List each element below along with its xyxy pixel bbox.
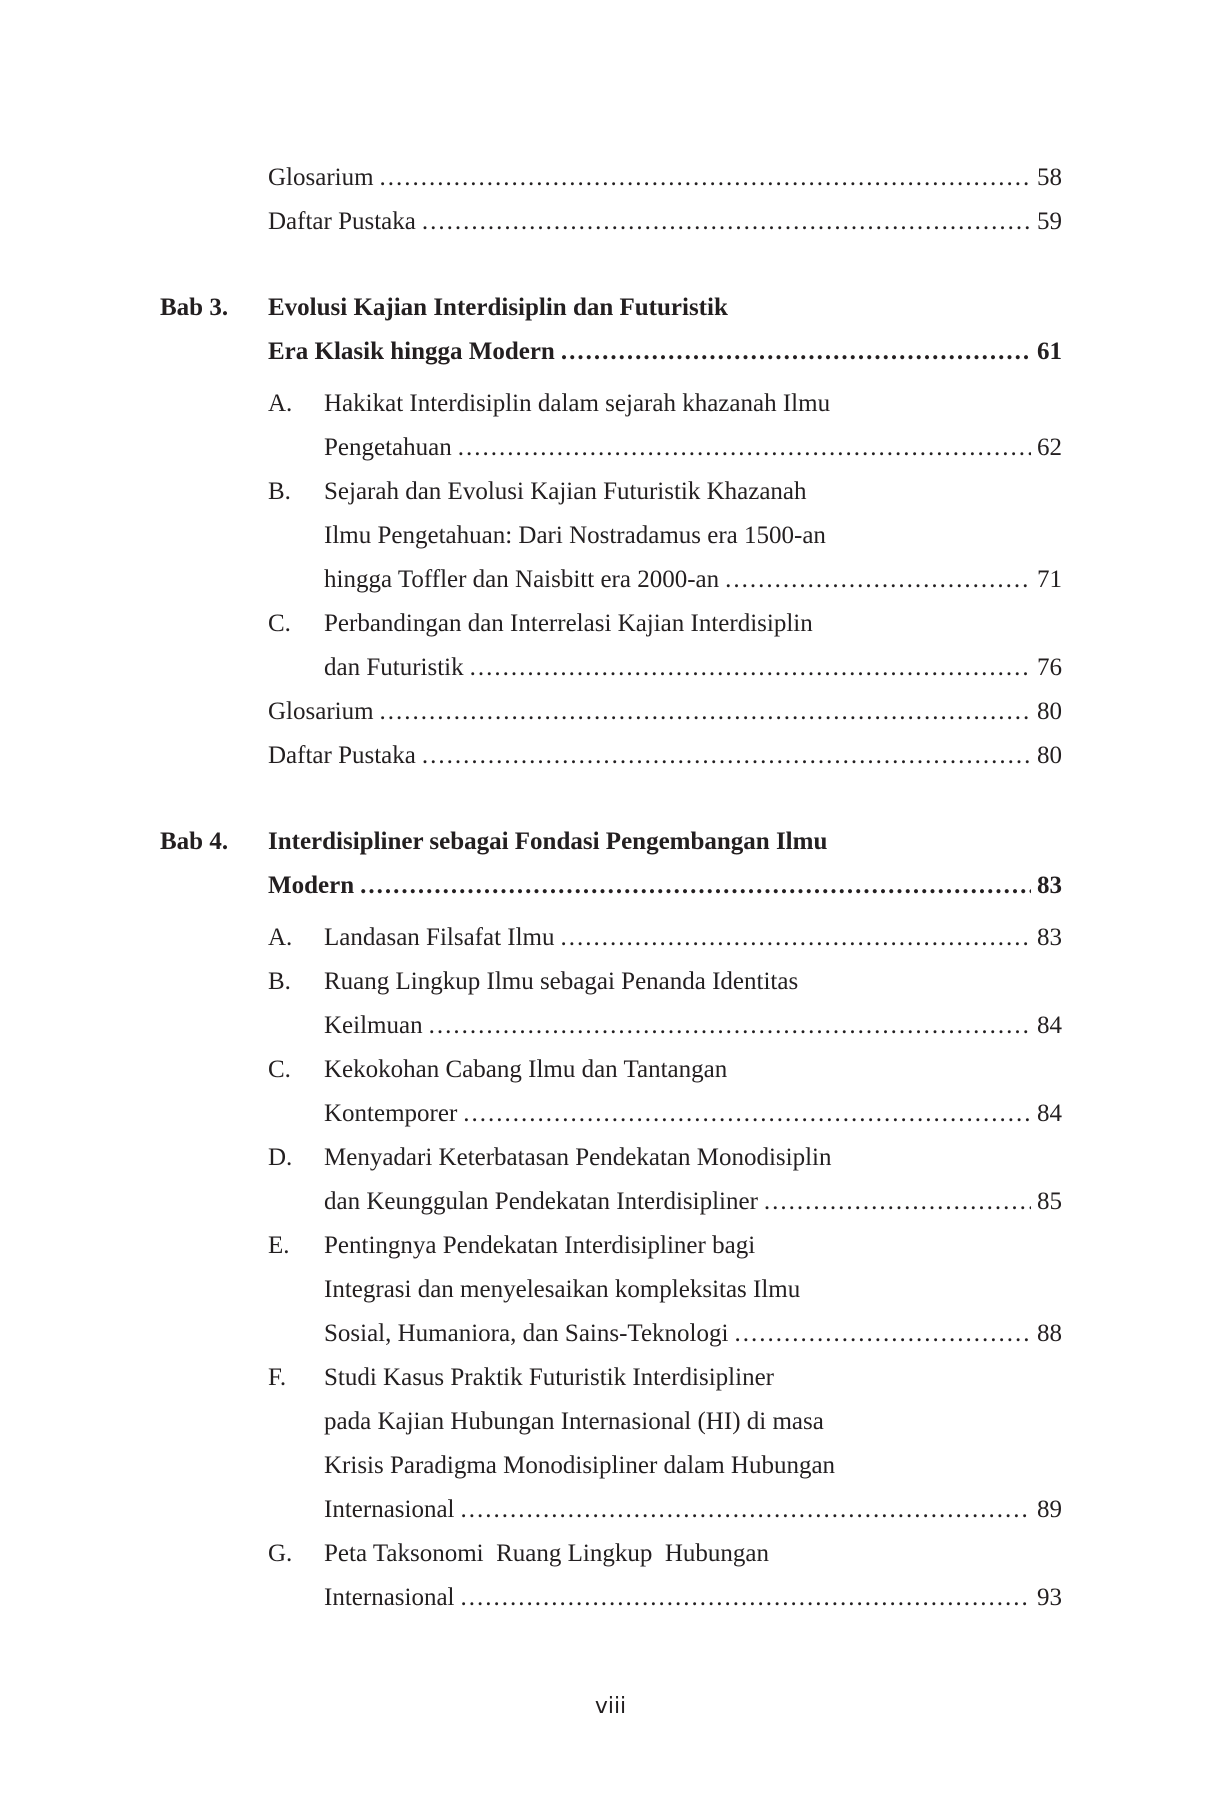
chapter-4-heading[interactable] bbox=[160, 820, 1062, 864]
toc-section-cont[interactable] bbox=[160, 426, 1062, 470]
page-number: 71 bbox=[1037, 566, 1062, 593]
section-letter: C. bbox=[268, 610, 291, 637]
section-letter: F. bbox=[268, 1364, 287, 1391]
section-title-line: Sosial, Humaniora, dan Sains-Teknologi bbox=[324, 1320, 729, 1347]
page-folio: viii bbox=[594, 1694, 627, 1719]
section-letter: A. bbox=[268, 924, 293, 951]
chapter-3-heading-cont[interactable] bbox=[160, 330, 1062, 374]
chapter-3-heading[interactable] bbox=[160, 286, 1062, 330]
dot-leader bbox=[461, 1488, 1031, 1532]
toc-section-cont[interactable] bbox=[160, 1180, 1062, 1224]
section-title-line: Ruang Lingkup Ilmu sebagai Penanda Identitas bbox=[324, 968, 799, 995]
page-number: 83 bbox=[1037, 924, 1062, 951]
dot-leader bbox=[561, 330, 1031, 374]
entry-title: Daftar Pustaka bbox=[268, 742, 416, 769]
page-number: 59 bbox=[1037, 208, 1062, 235]
dot-leader bbox=[458, 426, 1031, 470]
section-title-line: pada Kajian Hubungan Internasional (HI) di masa bbox=[324, 1408, 824, 1435]
section-title-line: Kekokohan Cabang Ilmu dan Tantangan bbox=[324, 1056, 728, 1083]
entry-title: Daftar Pustaka bbox=[268, 208, 416, 235]
toc-entry-daftar-pustaka[interactable] bbox=[160, 200, 1062, 244]
section-title-line: Ilmu Pengetahuan: Dari Nostradamus era 1500-an bbox=[324, 522, 826, 549]
page-number: 84 bbox=[1037, 1012, 1062, 1039]
dot-leader bbox=[734, 1312, 1031, 1356]
dot-leader bbox=[725, 558, 1031, 602]
toc-entry-glosarium[interactable] bbox=[160, 156, 1062, 200]
section-title-line: Pengetahuan bbox=[324, 434, 452, 461]
toc-section-cont[interactable] bbox=[160, 646, 1062, 690]
page-number: 80 bbox=[1037, 698, 1062, 725]
entry-title: Glosarium bbox=[268, 698, 374, 725]
section-letter: B. bbox=[268, 968, 291, 995]
toc-section-cont[interactable] bbox=[160, 1444, 1062, 1488]
chapter-label: Bab 4. bbox=[160, 828, 229, 855]
toc-section-cont[interactable] bbox=[160, 1092, 1062, 1136]
dot-leader bbox=[380, 690, 1031, 734]
dot-leader bbox=[461, 1576, 1031, 1620]
page-number: 89 bbox=[1037, 1496, 1062, 1523]
section-letter: B. bbox=[268, 478, 291, 505]
toc-section-cont[interactable] bbox=[160, 1576, 1062, 1620]
page-number: 61 bbox=[1037, 338, 1062, 365]
dot-leader bbox=[764, 1180, 1031, 1224]
toc-section[interactable] bbox=[160, 1532, 1062, 1576]
chapter-title-line: Interdisipliner sebagai Fondasi Pengembangan Ilmu bbox=[268, 828, 828, 855]
page-number: 88 bbox=[1037, 1320, 1062, 1347]
section-letter: E. bbox=[268, 1232, 290, 1259]
toc-section[interactable] bbox=[160, 470, 1062, 514]
page-number: 85 bbox=[1037, 1188, 1062, 1215]
section-letter: G. bbox=[268, 1540, 293, 1567]
toc-section[interactable] bbox=[160, 1136, 1062, 1180]
toc-section-cont[interactable] bbox=[160, 1488, 1062, 1532]
toc-section-cont[interactable] bbox=[160, 514, 1062, 558]
toc-section[interactable] bbox=[160, 1356, 1062, 1400]
dot-leader bbox=[561, 916, 1032, 960]
section-title-line: Perbandingan dan Interrelasi Kajian Interdisiplin bbox=[324, 610, 813, 637]
section-title-line: hingga Toffler dan Naisbitt era 2000-an bbox=[324, 566, 720, 593]
section-title-line: Studi Kasus Praktik Futuristik Interdisipliner bbox=[324, 1364, 774, 1391]
dot-leader bbox=[470, 646, 1031, 690]
page-number: 80 bbox=[1037, 742, 1062, 769]
page-number: 58 bbox=[1037, 164, 1062, 191]
dot-leader bbox=[422, 734, 1031, 778]
page-number: 83 bbox=[1037, 872, 1062, 899]
section-title-line: Krisis Paradigma Monodisipliner dalam Hubungan bbox=[324, 1452, 836, 1479]
toc-section-cont[interactable] bbox=[160, 1312, 1062, 1356]
section-title-line: Landasan Filsafat Ilmu bbox=[324, 924, 555, 951]
dot-leader bbox=[422, 200, 1031, 244]
toc-entry-glosarium[interactable] bbox=[160, 690, 1062, 734]
section-title-line: Integrasi dan menyelesaikan kompleksitas Ilmu bbox=[324, 1276, 801, 1303]
section-title-line: Keilmuan bbox=[324, 1012, 423, 1039]
section-title-line: dan Futuristik bbox=[324, 654, 464, 681]
toc-section[interactable] bbox=[160, 1224, 1062, 1268]
page-number: 62 bbox=[1037, 434, 1062, 461]
section-title-line: Peta Taksonomi Ruang Lingkup Hubungan bbox=[324, 1540, 769, 1567]
toc-section[interactable] bbox=[160, 916, 1062, 960]
dot-leader bbox=[429, 1004, 1031, 1048]
toc-section[interactable] bbox=[160, 960, 1062, 1004]
section-title-line: Internasional bbox=[324, 1496, 455, 1523]
toc-entry-daftar-pustaka[interactable] bbox=[160, 734, 1062, 778]
section-letter: C. bbox=[268, 1056, 291, 1083]
section-letter: A. bbox=[268, 390, 293, 417]
toc-section[interactable] bbox=[160, 602, 1062, 646]
section-letter: D. bbox=[268, 1144, 293, 1171]
section-title-line: Menyadari Keterbatasan Pendekatan Monodisiplin bbox=[324, 1144, 832, 1171]
toc-section-cont[interactable] bbox=[160, 1004, 1062, 1048]
table-of-contents bbox=[160, 156, 1062, 1620]
chapter-title-line: Modern bbox=[268, 872, 355, 899]
section-title-line: Hakikat Interdisiplin dalam sejarah khazanah Ilmu bbox=[324, 390, 831, 417]
dot-leader bbox=[463, 1092, 1031, 1136]
dot-leader bbox=[360, 864, 1031, 908]
toc-section-cont[interactable] bbox=[160, 1400, 1062, 1444]
toc-section[interactable] bbox=[160, 382, 1062, 426]
section-title-line: Pentingnya Pendekatan Interdisipliner bagi bbox=[324, 1232, 756, 1259]
page-number: 93 bbox=[1037, 1584, 1062, 1611]
page-number: 84 bbox=[1037, 1100, 1062, 1127]
chapter-title-line: Evolusi Kajian Interdisiplin dan Futuristik bbox=[268, 294, 728, 321]
page-number: 76 bbox=[1037, 654, 1062, 681]
dot-leader bbox=[380, 156, 1031, 200]
chapter-label: Bab 3. bbox=[160, 294, 229, 321]
chapter-title-line: Era Klasik hingga Modern bbox=[268, 338, 555, 365]
toc-section[interactable] bbox=[160, 1048, 1062, 1092]
section-title-line: Internasional bbox=[324, 1584, 455, 1611]
toc-section-cont[interactable] bbox=[160, 1268, 1062, 1312]
toc-section-cont[interactable] bbox=[160, 558, 1062, 602]
section-title-line: dan Keunggulan Pendekatan Interdisipliner bbox=[324, 1188, 758, 1215]
section-title-line: Kontemporer bbox=[324, 1100, 458, 1127]
chapter-4-heading-cont[interactable] bbox=[160, 864, 1062, 908]
entry-title: Glosarium bbox=[268, 164, 374, 191]
section-title-line: Sejarah dan Evolusi Kajian Futuristik Khazanah bbox=[324, 478, 807, 505]
